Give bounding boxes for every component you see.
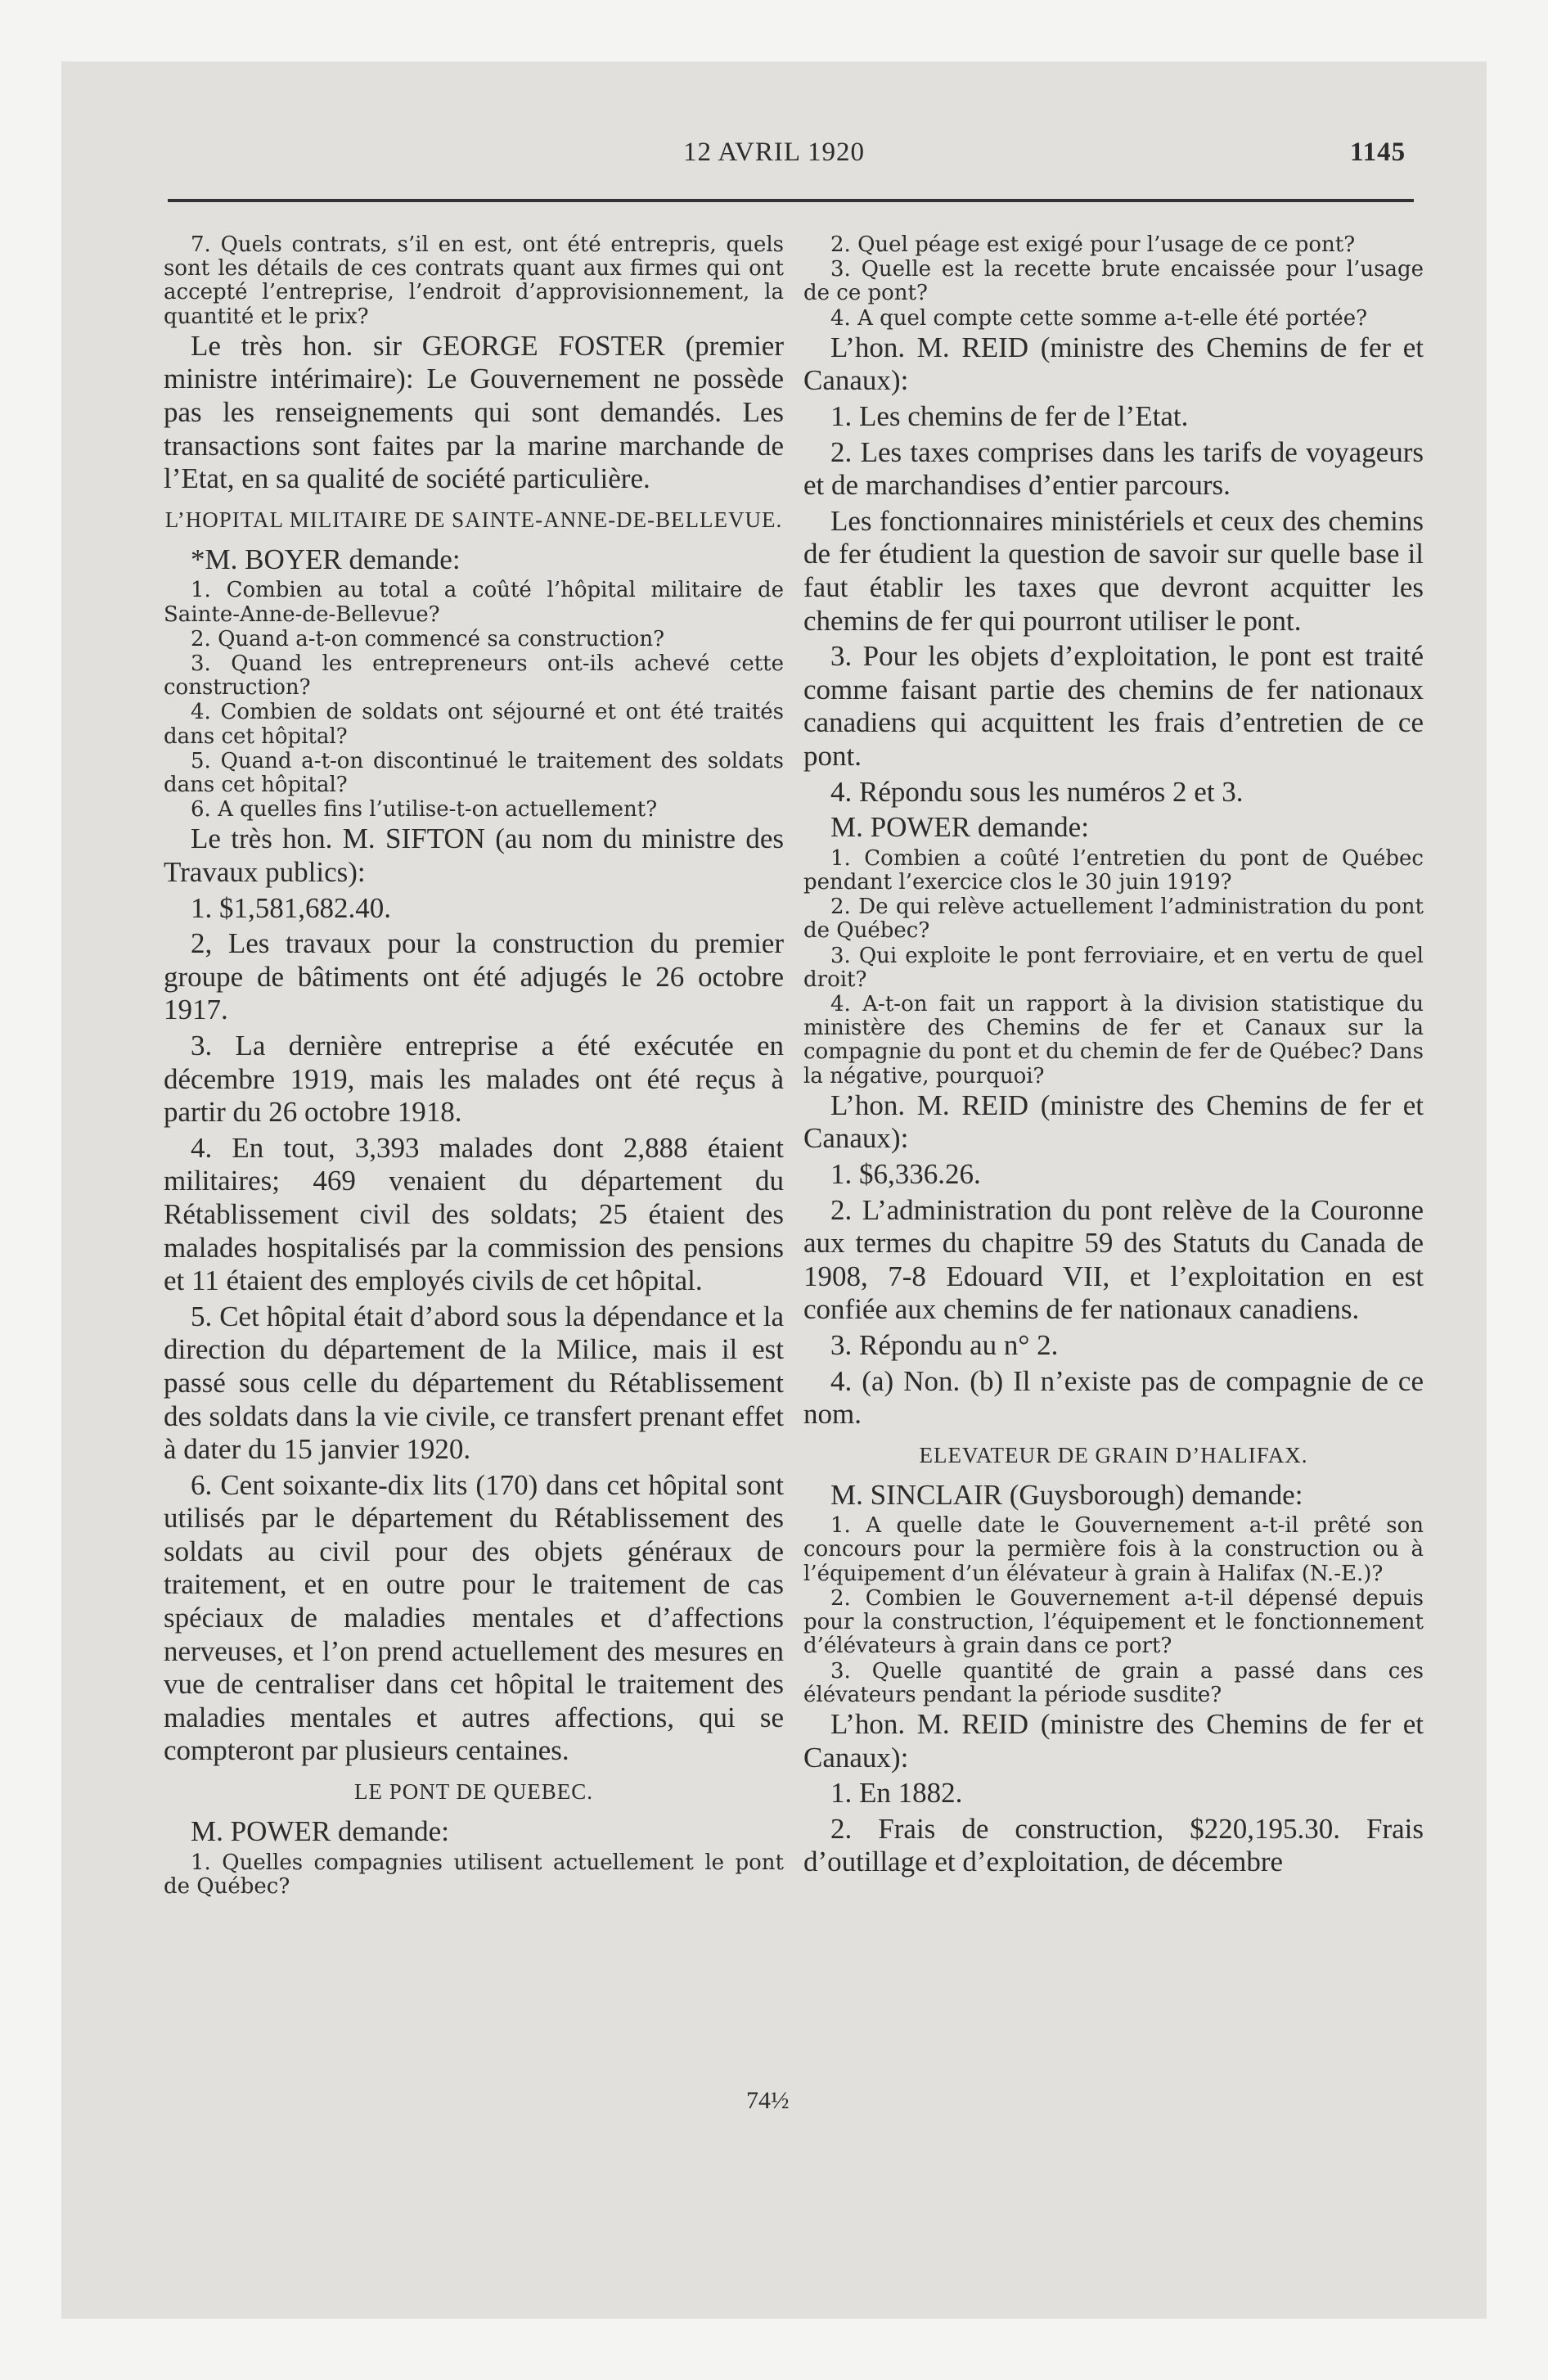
- paragraph: 4. En tout, 3,393 malades dont 2,888 étaient militaires; 469 venaient du département du Rétablissement civil des soldats; 25 étaient des malades hospitalisés par la commission des pensions et 11 étaient des employés civils de cet hôpital.: [164, 1131, 784, 1297]
- paragraph: Le très hon. sir GEORGE FOSTER (premier ministre intérimaire): Le Gouvernement ne possède pas les renseignements qui sont demandés. Les transactions sont faites par la marine marchande de l’Etat, en sa qualité de société particulière.: [164, 329, 784, 495]
- paragraph: 2. Quel péage est exigé pour l’usage de ce pont?: [830, 232, 1356, 257]
- paragraph: 3. Pour les objets d’exploitation, le pont est traité comme faisant partie des chemins de fer nationaux canadiens qui acquittent les frais d’entretien de ce pont.: [803, 640, 1424, 772]
- paragraph: 1. Les chemins de fer de l’Etat.: [830, 400, 1189, 432]
- right-column: [803, 233, 1424, 1882]
- paragraph: 2. Combien le Gouvernement a-t-il dépensé depuis pour la construction, l’équipement et le fonctionnement d’élévateurs à grain dans ce port?: [803, 1585, 1424, 1659]
- paragraph: 1. Combien au total a coûté l’hôpital militaire de Sainte-Anne-de-Bellevue?: [164, 578, 784, 627]
- section-heading: LE PONT DE QUEBEC.: [354, 1779, 593, 1805]
- section-heading: ELEVATEUR DE GRAIN D’HALIFAX.: [919, 1442, 1308, 1467]
- paragraph: 5. Cet hôpital était d’abord sous la dépendance et la direction du département de la Milice, mais il est passé sous celle du département du Rétablissement des soldats dans la vie civile, ce transfert prenant effet à dater du 15 janvier 1920.: [164, 1300, 784, 1466]
- paragraph: M. SINCLAIR (Guysborough) demande:: [830, 1478, 1303, 1511]
- header-rule: [168, 199, 1414, 202]
- paragraph: 1. $1,581,682.40.: [191, 891, 391, 924]
- paragraph: 3. La dernière entreprise a été exécutée en décembre 1919, mais les malades ont été reçus à partir du 26 octobre 1918.: [164, 1029, 784, 1129]
- paragraph: M. POWER demande:: [830, 811, 1089, 844]
- paragraph: 3. Quelle est la recette brute encaissée pour l’usage de ce pont?: [803, 257, 1424, 306]
- section-heading: L’HOPITAL MILITAIRE DE SAINTE-ANNE-DE-BELLEVUE.: [164, 507, 783, 532]
- paragraph: 5. Quand a-t-on discontinué le traitement des soldats dans cet hôpital?: [164, 748, 784, 797]
- paragraph: 3. Quand les entrepreneurs ont-ils achevé cette construction?: [164, 651, 784, 701]
- paragraph: 1. En 1882.: [830, 1777, 963, 1810]
- paragraph: L’hon. M. REID (ministre des Chemins de fer et Canaux):: [803, 1707, 1424, 1774]
- paragraph: 6. A quelles fins l’utilise-t-on actuellement?: [191, 797, 658, 823]
- printer-signature: 74½: [746, 2087, 790, 2114]
- paragraph: 4. (a) Non. (b) Il n’existe pas de compagnie de ce nom.: [803, 1364, 1424, 1431]
- paragraph: 1. $6,336.26.: [830, 1157, 981, 1190]
- paragraph: L’hon. M. REID (ministre des Chemins de fer et Canaux):: [803, 1089, 1424, 1155]
- left-column: [164, 233, 784, 1900]
- paragraph: 3. Quelle quantité de grain a passé dans ces élévateurs pendant la période susdite?: [803, 1658, 1424, 1707]
- paragraph: 2, Les travaux pour la construction du premier groupe de bâtiments ont été adjugés le 26 octobre 1917.: [164, 927, 784, 1026]
- paragraph: *M. BOYER demande:: [191, 543, 461, 575]
- paragraph: 2. Les taxes comprises dans les tarifs de voyageurs et de marchandises d’entier parcours.: [803, 435, 1424, 502]
- paragraph: 4. Répondu sous les numéros 2 et 3.: [830, 775, 1244, 808]
- page-number: 1145: [1350, 137, 1406, 167]
- paragraph: 1. Quelles compagnies utilisent actuellement le pont de Québec?: [164, 1850, 784, 1899]
- paragraph: 4. A quel compte cette somme a-t-elle été portée?: [830, 305, 1368, 331]
- page-header-date: 12 AVRIL 1920: [682, 137, 866, 167]
- paragraph: 3. Répondu au n° 2.: [830, 1328, 1059, 1361]
- paragraph: 3. Qui exploite le pont ferroviaire, et en vertu de quel droit?: [803, 943, 1424, 992]
- paragraph: 7. Quels contrats, s’il en est, ont été entrepris, quels sont les détails de ces contrats quant aux firmes qui ont accepté l’entreprise, l’endroit d’approvisionnement, la quantité et le prix?: [164, 232, 784, 329]
- paragraph: M. POWER demande:: [191, 1815, 449, 1848]
- paragraph: 2. De qui relève actuellement l’administration du pont de Québec?: [803, 895, 1424, 944]
- paragraph: 4. A-t-on fait un rapport à la division statistique du ministère des Chemins de fer et Canaux sur la compagnie du pont et du chemin de fer de Québec? Dans la négative, pourquoi?: [803, 991, 1424, 1089]
- paragraph: 4. Combien de soldats ont séjourné et ont été traités dans cet hôpital?: [164, 700, 784, 749]
- paragraph: Les fonctionnaires ministériels et ceux des chemins de fer étudient la question de savoir sur quelle base il faut établir les taxes que devront acquitter les chemins de fer qui pourront utiliser le pont.: [803, 504, 1424, 637]
- paragraph: 1. A quelle date le Gouvernement a-t-il prêté son concours pour la permière fois à la construction ou à l’équipement d’un élévateur à grain à Halifax (N.-E.)?: [803, 1513, 1424, 1586]
- paragraph: 2. Frais de construction, $220,195.30. Frais d’outillage et d’exploitation, de décembre: [803, 1812, 1424, 1878]
- paragraph: Le très hon. M. SIFTON (au nom du ministre des Travaux publics):: [164, 823, 784, 888]
- paragraph: 6. Cent soixante-dix lits (170) dans cet hôpital sont utilisés par le département du Rétablissement des soldats au civil pour des objets généraux de traitement, et en outre pour le traitement de cas spéciaux de maladies mentales et d’affections nerveuses, et l’on prend actuellement des mesures en vue de centraliser dans cet hôpital le traitement des maladies mentales et autres affections, qui se compteront par plusieurs centaines.: [164, 1468, 784, 1767]
- paragraph: 2. L’administration du pont relève de la Couronne aux termes du chapitre 59 des Statuts du Canada de 1908, 7-8 Edouard VII, et l’exploitation en est confiée aux chemins de fer nationaux canadiens.: [803, 1193, 1424, 1326]
- paragraph: 2. Quand a-t-on commencé sa construction?: [191, 626, 665, 651]
- paragraph: L’hon. M. REID (ministre des Chemins de fer et Canaux):: [803, 331, 1424, 397]
- paragraph: 1. Combien a coûté l’entretien du pont de Québec pendant l’exercice clos le 30 juin 1919?: [803, 845, 1424, 895]
